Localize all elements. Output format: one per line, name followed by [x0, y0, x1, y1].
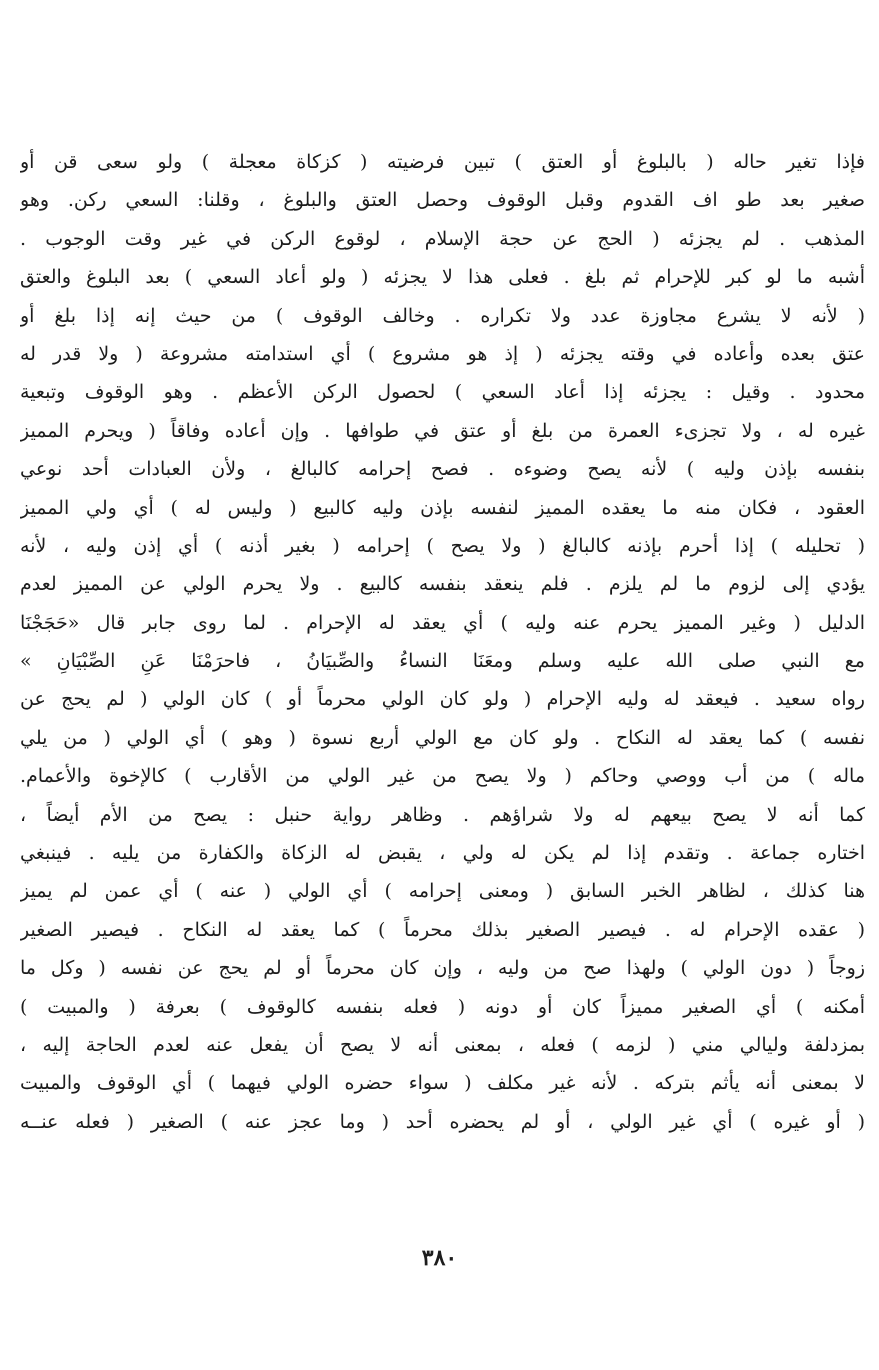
text-line: كما أنه لا يصح بيعهم له ولا شراؤهم . وظاهر رواية حنبل : يصح من الأم أيضاً ، — [20, 803, 865, 826]
text-line: اختاره جماعة . وتقدم إذا لم يكن له ولي ، يقبض له الزكاة والكفارة من يليه . فينبغي — [20, 842, 865, 865]
text-line: فإذا تغير حاله ( بالبلوغ أو العتق ) تبين فرضيته ( كزكاة معجلة ) ولو سعى قن أو — [20, 151, 865, 173]
text-line: ماله ) من أب ووصي وحاكم ( ولا يصح من غير الولي من الأقارب ) كالإخوة والأعمام. — [20, 765, 865, 788]
text-line: العقود ، فكان منه ما يعقده المميز لنفسه بإذن وليه كالبيع ( وليس له ) أي ولي المميز — [20, 496, 865, 519]
text-line: ( عقده الإحرام له . فيصير الصغير بذلك محرماً ) كما يعقد له النكاح . فيصير الصغير — [20, 918, 865, 941]
text-line: بنفسه بإذن وليه ) لأنه يصح وضوءه . فصح إحرامه كالبالغ ، ولأن العبادات أحد نوعي — [20, 458, 865, 481]
text-line: هنا كذلك ، لظاهر الخبر السابق ( ومعنى إحرامه ) أي الولي ( عنه ) أي عمن لم يميز — [20, 880, 865, 903]
page-number: ٣٨٠ — [421, 1245, 458, 1271]
text-line: غيره له ، ولا تجزىء العمرة من بلغ أو عتق في طوافها . وإن أعاده وفاقاً ( ويحرم المميز — [20, 419, 865, 442]
text-line: رواه سعيد . فيعقد له وليه الإحرام ( ولو كان الولي محرماً أو ) كان الولي ( لم يحج عن — [20, 688, 865, 711]
text-line: مع النبي صلى الله عليه وسلم ومعَنَا النساءُ والصِّبيَانُ ، فاحرَمْنَا عَنِ الصِّبْيَانِ » — [20, 650, 865, 673]
text-line: نفسه ) كما يعقد له النكاح . ولو كان مع الولي أربع نسوة ( وهو ) أي الولي ( من يلي — [20, 726, 865, 749]
text-line: زوجاً ( دون الولي ) ولهذا صح من وليه ، وإن كان محرماً أو لم يحج عن نفسه ( وكل ما — [20, 957, 865, 980]
text-line: لا بمعنى أنه يأثم بتركه . لأنه غير مكلف ( سواء حضره الولي فيهما ) أي الوقوف والمبيت — [20, 1072, 865, 1095]
page-body-text — [20, 143, 865, 1141]
text-line: يؤدي إلى لزوم ما لم يلزم . فلم ينعقد بنفسه كالبيع . ولا يحرم الولي عن المميز لعدم — [20, 573, 865, 596]
text-line: ( أو غيره ) أي غير الولي ، أو لم يحضره أحد ( وما عجز عنه ) الصغير ( فعله عنــه — [20, 1110, 865, 1133]
text-line: بمزدلفة وليالي مني ( لزمه ) فعله ، بمعنى أنه لا يصح أن يفعل عنه لعدم الحاجة إليه ، — [20, 1033, 865, 1056]
text-line: عتق بعده وأعاده في وقته يجزئه ( إذ هو مشروع ) أي استدامته مشروعة ( ولا قدر له — [20, 342, 865, 365]
text-line: أشبه ما لو كبر للإحرام ثم بلغ . فعلى هذا لا يجزئه ( ولو أعاد السعي ) بعد البلوغ والعتق — [20, 266, 865, 289]
text-line: ( لأنه لا يشرع مجاوزة عدد ولا تكراره . وخالف الوقوف ) من حيث إنه إذا بلغ أو — [20, 304, 865, 327]
text-line: صغير بعد طو اف القدوم وقبل الوقوف وحصل العتق والبلوغ ، وقلنا: السعي ركن. وهو — [20, 189, 865, 212]
text-line: أمكنه ) أي الصغير مميزاً كان أو دونه ( فعله بنفسه كالوقوف ) بعرفة ( والمبيت ) — [20, 995, 865, 1018]
text-line: محدود . وقيل : يجزئه إذا أعاد السعي ) لحصول الركن الأعظم . وهو الوقوف وتبعية — [20, 381, 865, 404]
text-line: المذهب . لم يجزئه ( الحج عن حجة الإسلام ، لوقوع الركن في غير وقت الوجوب . — [20, 227, 865, 250]
text-line: الدليل ( وغير المميز يحرم عنه وليه ) أي يعقد له الإحرام . لما روى جابر قال «حَجَجْنَا — [20, 611, 865, 634]
text-line: ( تحليله ) إذا أحرم بإذنه كالبالغ ( ولا يصح ) إحرامه ( بغير أذنه ) أي إذن وليه ، لأنه — [20, 534, 865, 557]
